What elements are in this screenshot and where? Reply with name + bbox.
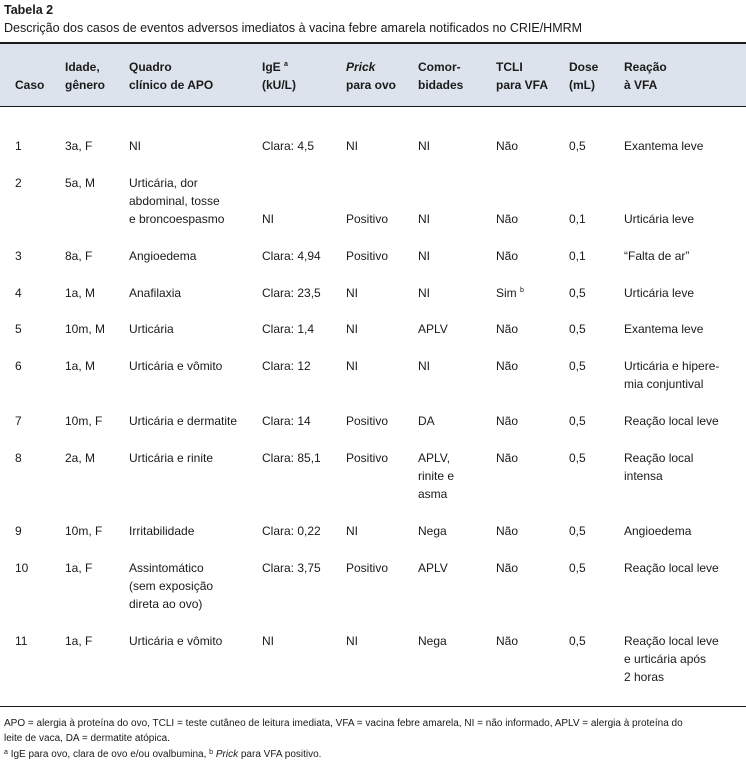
cell-reacao-line-1: Reação local leve	[624, 634, 719, 648]
cell-caso: 3	[15, 249, 22, 263]
header-dose-line-2: (mL)	[569, 78, 595, 92]
cell-tcli: Não	[496, 524, 519, 538]
header-idade-line-1: Idade,	[65, 60, 100, 74]
cell-caso: 10	[15, 561, 29, 575]
table-caption: Descrição dos casos de eventos adversos imediatos à vacina febre amarela notificados no CRIE/HMRM	[4, 21, 583, 35]
header-reacao-line-1: Reação	[624, 60, 667, 74]
cell-idade: 8a, F	[65, 249, 93, 263]
cell-quadro-line-1: Assintomático	[129, 561, 204, 575]
cell-prick: Positivo	[346, 451, 389, 465]
cell-idade: 3a, F	[65, 139, 93, 153]
cell-comorb-line-1: APLV,	[418, 451, 451, 465]
cell-dose: 0,5	[569, 451, 586, 465]
cell-tcli-sup: b	[520, 287, 524, 294]
cell-prick: NI	[346, 359, 358, 373]
cell-reacao-line-1: Urticária e hipere-	[624, 359, 720, 373]
cell-comorb: Nega	[418, 524, 447, 538]
cell-prick: Positivo	[346, 249, 389, 263]
cell-quadro: Urticária	[129, 322, 174, 336]
cell-reacao: Exantema leve	[624, 139, 704, 153]
cell-comorb: APLV	[418, 561, 448, 575]
cell-tcli: Não	[496, 359, 519, 373]
cell-quadro: Urticária e vômito	[129, 359, 223, 373]
cell-reacao: Reação local leve	[624, 414, 719, 428]
cell-idade: 2a, M	[65, 451, 96, 465]
cell-ige: NI	[262, 634, 274, 648]
cell-tcli: Não	[496, 322, 519, 336]
cell-idade: 1a, M	[65, 286, 96, 300]
cell-caso: 6	[15, 359, 22, 373]
cell-tcli: Não	[496, 249, 519, 263]
cell-comorb-line-2: rinite e	[418, 469, 455, 483]
cell-dose: 0,5	[569, 524, 586, 538]
footnote-a-text: IgE para ovo, clara de ovo e/ou ovalbumina,	[10, 749, 207, 760]
header-rule	[0, 106, 746, 107]
cell-ige: Clara: 14	[262, 414, 311, 428]
header-idade-line-2: gênero	[65, 78, 106, 92]
cell-reacao-line-2: intensa	[624, 469, 663, 483]
cell-reacao-line-3: 2 horas	[624, 670, 665, 684]
cell-caso: 4	[15, 286, 22, 300]
cell-dose: 0,5	[569, 359, 586, 373]
cell-prick: Positivo	[346, 212, 389, 226]
cell-comorb: NI	[418, 286, 430, 300]
cell-dose: 0,5	[569, 634, 586, 648]
cell-idade: 10m, F	[65, 524, 103, 538]
cell-quadro: Urticária e vômito	[129, 634, 223, 648]
cell-dose: 0,5	[569, 286, 586, 300]
footnote-notes	[4, 747, 321, 763]
cell-quadro-line-2: abdominal, tosse	[129, 194, 220, 208]
cell-dose: 0,5	[569, 139, 586, 153]
cell-ige: Clara: 1,4	[262, 322, 315, 336]
cell-quadro: Irritabilidade	[129, 524, 195, 538]
header-ige-sup: a	[284, 61, 288, 68]
cell-caso: 11	[15, 634, 28, 648]
cell-tcli: Sim $^b$	[496, 286, 524, 300]
cell-idade: 5a, M	[65, 176, 96, 190]
cell-quadro: Angioedema	[129, 249, 197, 263]
header-prick-line-2: para ovo	[346, 78, 397, 92]
cell-prick: NI	[346, 322, 358, 336]
cell-reacao-line-2: mia conjuntival	[624, 377, 704, 391]
cell-quadro-line-1: Urticária, dor	[129, 176, 198, 190]
cell-tcli: Não	[496, 561, 519, 575]
cell-reacao: Reação local leve	[624, 561, 719, 575]
cell-caso: 8	[15, 451, 22, 465]
cell-dose: 0,5	[569, 561, 586, 575]
cell-comorb: DA	[418, 414, 435, 428]
cell-idade: 10m, M	[65, 322, 106, 336]
cell-quadro: NI	[129, 139, 141, 153]
cell-idade: 10m, F	[65, 414, 103, 428]
cell-caso: 1	[15, 139, 22, 153]
header-comorb-line-1: Comor-	[418, 60, 461, 74]
table-title: Tabela 2	[4, 3, 54, 17]
cell-quadro: Urticária e rinite	[129, 451, 214, 465]
cell-comorb: NI	[418, 359, 430, 373]
cell-dose: 0,5	[569, 322, 586, 336]
cell-comorb-line-3: asma	[418, 487, 448, 501]
cell-prick: Positivo	[346, 561, 389, 575]
header-tcli-line-1: TCLI	[496, 60, 523, 74]
header-quadro-line-1: Quadro	[129, 60, 172, 74]
cell-prick: NI	[346, 524, 358, 538]
header-quadro-line-2: clínico de APO	[129, 78, 214, 92]
cell-comorb: NI	[418, 212, 430, 226]
cell-quadro-line-3: e broncoespasmo	[129, 212, 225, 226]
cell-prick: NI	[346, 634, 358, 648]
footnote-b-text: para VFA positivo.	[240, 749, 322, 760]
cell-ige: Clara: 4,94	[262, 249, 321, 263]
cell-tcli: Não	[496, 414, 519, 428]
cell-dose: 0,5	[569, 414, 586, 428]
cell-comorb: NI	[418, 249, 430, 263]
cell-reacao: “Falta de ar”	[624, 249, 690, 263]
cell-reacao: Urticária leve	[624, 212, 695, 226]
cell-idade: 1a, F	[65, 561, 93, 575]
header-tcli-line-2: para VFA	[496, 78, 549, 92]
cell-ige: Clara: 23,5	[262, 286, 321, 300]
cell-quadro: Anafilaxia	[129, 286, 182, 300]
footnote-a-marker: a	[4, 749, 8, 756]
cell-ige: Clara: 12	[262, 359, 311, 373]
cell-ige: NI	[262, 212, 274, 226]
cell-quadro-line-2: (sem exposição	[129, 579, 214, 593]
cell-idade: 1a, M	[65, 359, 96, 373]
footnote-b-marker: b	[209, 749, 214, 756]
cell-caso: 7	[15, 414, 22, 428]
cell-reacao: Urticária leve	[624, 286, 695, 300]
cell-dose: 0,1	[569, 249, 586, 263]
cell-ige: Clara: 85,1	[262, 451, 321, 465]
header-dose-line-1: Dose	[569, 60, 599, 74]
cell-reacao-line-1: Reação local	[624, 451, 694, 465]
footnote-abbreviations-1: APO = alergia à proteína do ovo, TCLI = teste cutâneo de leitura imediata, VFA = vacina febre amarela, NI = não informado, APLV = alergia à proteína do	[4, 718, 683, 729]
header-comorb-line-2: bidades	[418, 78, 464, 92]
bottom-rule	[0, 706, 746, 707]
cell-idade: 1a, F	[65, 634, 93, 648]
header-reacao-line-2: à VFA	[624, 78, 658, 92]
cell-reacao-line-2: e urticária após	[624, 652, 707, 666]
cell-tcli: Não	[496, 139, 519, 153]
cell-prick: Positivo	[346, 414, 389, 428]
cell-ige: Clara: 4,5	[262, 139, 315, 153]
cell-tcli: Não	[496, 451, 519, 465]
header-ige-line-2: (kU/L)	[262, 78, 296, 92]
cell-prick: NI	[346, 286, 358, 300]
cell-reacao: Exantema leve	[624, 322, 704, 336]
cell-comorb: Nega	[418, 634, 447, 648]
cell-ige: Clara: 0,22	[262, 524, 321, 538]
header-prick-line-1: Prick	[346, 60, 376, 74]
cell-comorb: NI	[418, 139, 430, 153]
header-caso-line-1: Caso	[15, 78, 45, 92]
cell-reacao: Angioedema	[624, 524, 692, 538]
cell-prick: NI	[346, 139, 358, 153]
cell-dose: 0,1	[569, 212, 586, 226]
cell-tcli: Não	[496, 212, 519, 226]
cell-tcli: Não	[496, 634, 519, 648]
cell-comorb: APLV	[418, 322, 448, 336]
footnote-b-italic: Prick	[215, 749, 239, 760]
cell-quadro: Urticária e dermatite	[129, 414, 238, 428]
cell-quadro-line-3: direta ao ovo)	[129, 597, 203, 611]
cell-caso: 9	[15, 524, 22, 538]
cell-caso: 2	[15, 176, 22, 190]
cell-caso: 5	[15, 322, 22, 336]
footnote-abbreviations-2: leite de vaca, DA = dermatite atópica.	[4, 733, 170, 744]
cell-ige: Clara: 3,75	[262, 561, 321, 575]
header-ige-line-1: IgE $^a$	[262, 60, 288, 74]
